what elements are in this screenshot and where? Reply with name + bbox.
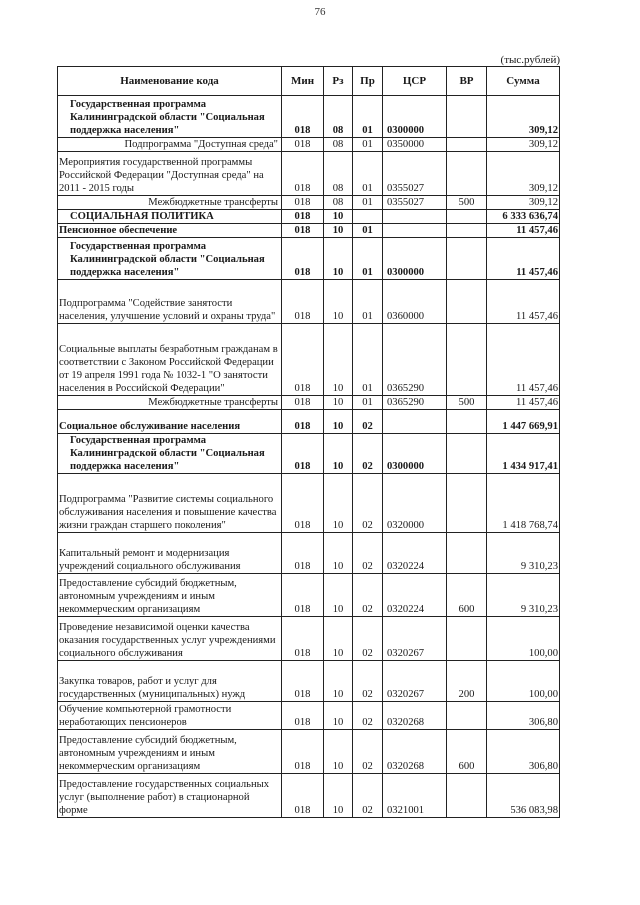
row-sum: 11 457,46 bbox=[487, 280, 560, 324]
row-csr: 0350000 bbox=[383, 138, 447, 152]
table-row bbox=[58, 196, 560, 210]
budget-table bbox=[57, 66, 560, 818]
row-pr: 01 bbox=[353, 96, 383, 138]
row-vr bbox=[447, 434, 487, 474]
header-name: Наименование кода bbox=[58, 67, 282, 96]
row-sum: 11 457,46 bbox=[487, 396, 560, 410]
row-csr: 0300000 bbox=[383, 96, 447, 138]
row-rz: 08 bbox=[324, 152, 353, 196]
row-min: 018 bbox=[282, 152, 324, 196]
row-pr: 02 bbox=[353, 574, 383, 617]
row-rz: 10 bbox=[324, 730, 353, 774]
header-pr: Пр bbox=[353, 67, 383, 96]
row-rz: 10 bbox=[324, 434, 353, 474]
table-row bbox=[58, 280, 560, 324]
row-sum: 1 434 917,41 bbox=[487, 434, 560, 474]
row-rz: 10 bbox=[324, 574, 353, 617]
row-rz: 10 bbox=[324, 702, 353, 730]
row-sum: 11 457,46 bbox=[487, 224, 560, 238]
row-pr: 02 bbox=[353, 661, 383, 702]
table-row bbox=[58, 238, 560, 280]
row-name: СОЦИАЛЬНАЯ ПОЛИТИКА bbox=[58, 210, 282, 224]
row-min: 018 bbox=[282, 730, 324, 774]
row-sum: 1 447 669,91 bbox=[487, 410, 560, 434]
row-csr: 0320224 bbox=[383, 574, 447, 617]
row-vr: 500 bbox=[447, 196, 487, 210]
row-csr bbox=[383, 410, 447, 434]
header-rz: Рз bbox=[324, 67, 353, 96]
table-row bbox=[58, 210, 560, 224]
row-rz: 10 bbox=[324, 617, 353, 661]
table-row bbox=[58, 434, 560, 474]
row-name: Подпрограмма "Развитие системы социального обслуживания населения и повышение качества жизни граждан старшего поколения" bbox=[58, 474, 282, 533]
table-row bbox=[58, 410, 560, 434]
row-name: Капитальный ремонт и модернизация учреждений социального обслуживания bbox=[58, 533, 282, 574]
header-sum: Сумма bbox=[487, 67, 560, 96]
row-name: Проведение независимой оценки качества оказания государственных услуг учреждениями социального обслуживания bbox=[58, 617, 282, 661]
row-min: 018 bbox=[282, 210, 324, 224]
row-min: 018 bbox=[282, 434, 324, 474]
row-pr: 01 bbox=[353, 152, 383, 196]
table-row bbox=[58, 138, 560, 152]
row-sum: 9 310,23 bbox=[487, 574, 560, 617]
row-vr bbox=[447, 238, 487, 280]
row-rz: 08 bbox=[324, 196, 353, 210]
row-vr bbox=[447, 224, 487, 238]
row-csr: 0320224 bbox=[383, 533, 447, 574]
row-min: 018 bbox=[282, 574, 324, 617]
row-sum: 1 418 768,74 bbox=[487, 474, 560, 533]
units-label: (тыс.рублей) bbox=[500, 54, 560, 66]
row-rz: 08 bbox=[324, 138, 353, 152]
row-csr: 0300000 bbox=[383, 434, 447, 474]
row-rz: 10 bbox=[324, 238, 353, 280]
row-min: 018 bbox=[282, 661, 324, 702]
table-row bbox=[58, 730, 560, 774]
row-name: Обучение компьютерной грамотности неработающих пенсионеров bbox=[58, 702, 282, 730]
row-pr: 02 bbox=[353, 434, 383, 474]
row-min: 018 bbox=[282, 196, 324, 210]
row-sum: 6 333 636,74 bbox=[487, 210, 560, 224]
page-number: 76 bbox=[314, 6, 326, 18]
row-pr: 01 bbox=[353, 196, 383, 210]
row-name: Предоставление субсидий бюджетным, автономным учреждениям и иным некоммерческим организациям bbox=[58, 574, 282, 617]
row-rz: 10 bbox=[324, 396, 353, 410]
row-name: Социальные выплаты безработным гражданам в соответствии с Законом Российской Федерации от 19 апреля 1991 года № 1032-1 "О занятости населения в Российской Федерации" bbox=[58, 324, 282, 396]
row-csr: 0320267 bbox=[383, 661, 447, 702]
row-sum: 100,00 bbox=[487, 617, 560, 661]
header-min: Мин bbox=[282, 67, 324, 96]
row-pr: 02 bbox=[353, 774, 383, 818]
row-min: 018 bbox=[282, 396, 324, 410]
row-csr: 0355027 bbox=[383, 196, 447, 210]
row-vr: 600 bbox=[447, 730, 487, 774]
row-rz: 10 bbox=[324, 280, 353, 324]
row-min: 018 bbox=[282, 138, 324, 152]
row-vr bbox=[447, 702, 487, 730]
row-csr: 0300000 bbox=[383, 238, 447, 280]
row-vr bbox=[447, 410, 487, 434]
row-csr bbox=[383, 210, 447, 224]
row-csr bbox=[383, 224, 447, 238]
row-sum: 309,12 bbox=[487, 96, 560, 138]
row-pr: 01 bbox=[353, 396, 383, 410]
row-name: Государственная программа Калининградской области "Социальная поддержка населения" bbox=[58, 238, 282, 280]
table-row bbox=[58, 396, 560, 410]
row-name: Государственная программа Калининградской области "Социальная поддержка населения" bbox=[58, 434, 282, 474]
row-pr: 01 bbox=[353, 224, 383, 238]
row-sum: 536 083,98 bbox=[487, 774, 560, 818]
row-csr: 0320268 bbox=[383, 730, 447, 774]
table-row bbox=[58, 474, 560, 533]
row-sum: 9 310,23 bbox=[487, 533, 560, 574]
row-name: Предоставление субсидий бюджетным, автономным учреждениям и иным некоммерческим организациям bbox=[58, 730, 282, 774]
row-name: Мероприятия государственной программы Российской Федерации "Доступная среда" на 2011 - 2015 годы bbox=[58, 152, 282, 196]
row-sum: 11 457,46 bbox=[487, 324, 560, 396]
row-pr: 01 bbox=[353, 138, 383, 152]
row-name: Государственная программа Калининградской области "Социальная поддержка населения" bbox=[58, 96, 282, 138]
row-min: 018 bbox=[282, 533, 324, 574]
row-rz: 10 bbox=[324, 224, 353, 238]
row-sum: 306,80 bbox=[487, 730, 560, 774]
row-vr bbox=[447, 152, 487, 196]
row-rz: 08 bbox=[324, 96, 353, 138]
row-min: 018 bbox=[282, 617, 324, 661]
row-pr: 02 bbox=[353, 474, 383, 533]
row-vr bbox=[447, 474, 487, 533]
row-min: 018 bbox=[282, 474, 324, 533]
row-vr bbox=[447, 138, 487, 152]
row-rz: 10 bbox=[324, 474, 353, 533]
header-vr: ВР bbox=[447, 67, 487, 96]
row-csr: 0365290 bbox=[383, 324, 447, 396]
table-row bbox=[58, 617, 560, 661]
row-sum: 309,12 bbox=[487, 152, 560, 196]
row-vr bbox=[447, 96, 487, 138]
row-pr: 02 bbox=[353, 533, 383, 574]
table-row bbox=[58, 774, 560, 818]
row-csr: 0321001 bbox=[383, 774, 447, 818]
row-csr: 0320267 bbox=[383, 617, 447, 661]
row-min: 018 bbox=[282, 238, 324, 280]
row-name: Закупка товаров, работ и услуг для государственных (муниципальных) нужд bbox=[58, 661, 282, 702]
row-name: Социальное обслуживание населения bbox=[58, 410, 282, 434]
row-pr: 01 bbox=[353, 280, 383, 324]
row-csr: 0320000 bbox=[383, 474, 447, 533]
row-vr bbox=[447, 324, 487, 396]
table-row bbox=[58, 324, 560, 396]
row-min: 018 bbox=[282, 224, 324, 238]
row-vr: 200 bbox=[447, 661, 487, 702]
row-name: Пенсионное обеспечение bbox=[58, 224, 282, 238]
row-rz: 10 bbox=[324, 324, 353, 396]
row-min: 018 bbox=[282, 96, 324, 138]
table-row bbox=[58, 661, 560, 702]
row-name: Межбюджетные трансферты bbox=[58, 196, 282, 210]
row-vr bbox=[447, 533, 487, 574]
row-name: Предоставление государственных социальных услуг (выполнение работ) в стационарной форме bbox=[58, 774, 282, 818]
row-pr: 02 bbox=[353, 702, 383, 730]
row-pr bbox=[353, 210, 383, 224]
row-pr: 01 bbox=[353, 238, 383, 280]
row-vr bbox=[447, 774, 487, 818]
row-min: 018 bbox=[282, 280, 324, 324]
row-rz: 10 bbox=[324, 774, 353, 818]
table-row bbox=[58, 96, 560, 138]
row-sum: 306,80 bbox=[487, 702, 560, 730]
row-vr bbox=[447, 280, 487, 324]
row-vr: 600 bbox=[447, 574, 487, 617]
header-csr: ЦСР bbox=[383, 67, 447, 96]
table-row bbox=[58, 152, 560, 196]
row-name: Подпрограмма "Содействие занятости населения, улучшение условий и охраны труда" bbox=[58, 280, 282, 324]
row-sum: 11 457,46 bbox=[487, 238, 560, 280]
row-rz: 10 bbox=[324, 210, 353, 224]
row-pr: 01 bbox=[353, 324, 383, 396]
table-row bbox=[58, 533, 560, 574]
row-rz: 10 bbox=[324, 533, 353, 574]
row-csr: 0320268 bbox=[383, 702, 447, 730]
row-csr: 0360000 bbox=[383, 280, 447, 324]
row-vr bbox=[447, 617, 487, 661]
row-csr: 0365290 bbox=[383, 396, 447, 410]
row-sum: 309,12 bbox=[487, 138, 560, 152]
table-header-row bbox=[58, 67, 560, 96]
row-min: 018 bbox=[282, 702, 324, 730]
row-min: 018 bbox=[282, 324, 324, 396]
row-name: Межбюджетные трансферты bbox=[58, 396, 282, 410]
row-csr: 0355027 bbox=[383, 152, 447, 196]
table-row bbox=[58, 574, 560, 617]
row-vr: 500 bbox=[447, 396, 487, 410]
row-rz: 10 bbox=[324, 661, 353, 702]
row-rz: 10 bbox=[324, 410, 353, 434]
row-pr: 02 bbox=[353, 730, 383, 774]
row-pr: 02 bbox=[353, 410, 383, 434]
table-row bbox=[58, 702, 560, 730]
row-pr: 02 bbox=[353, 617, 383, 661]
row-sum: 100,00 bbox=[487, 661, 560, 702]
row-name: Подпрограмма "Доступная среда" bbox=[58, 138, 282, 152]
row-min: 018 bbox=[282, 774, 324, 818]
row-sum: 309,12 bbox=[487, 196, 560, 210]
row-vr bbox=[447, 210, 487, 224]
table-row bbox=[58, 224, 560, 238]
row-min: 018 bbox=[282, 410, 324, 434]
